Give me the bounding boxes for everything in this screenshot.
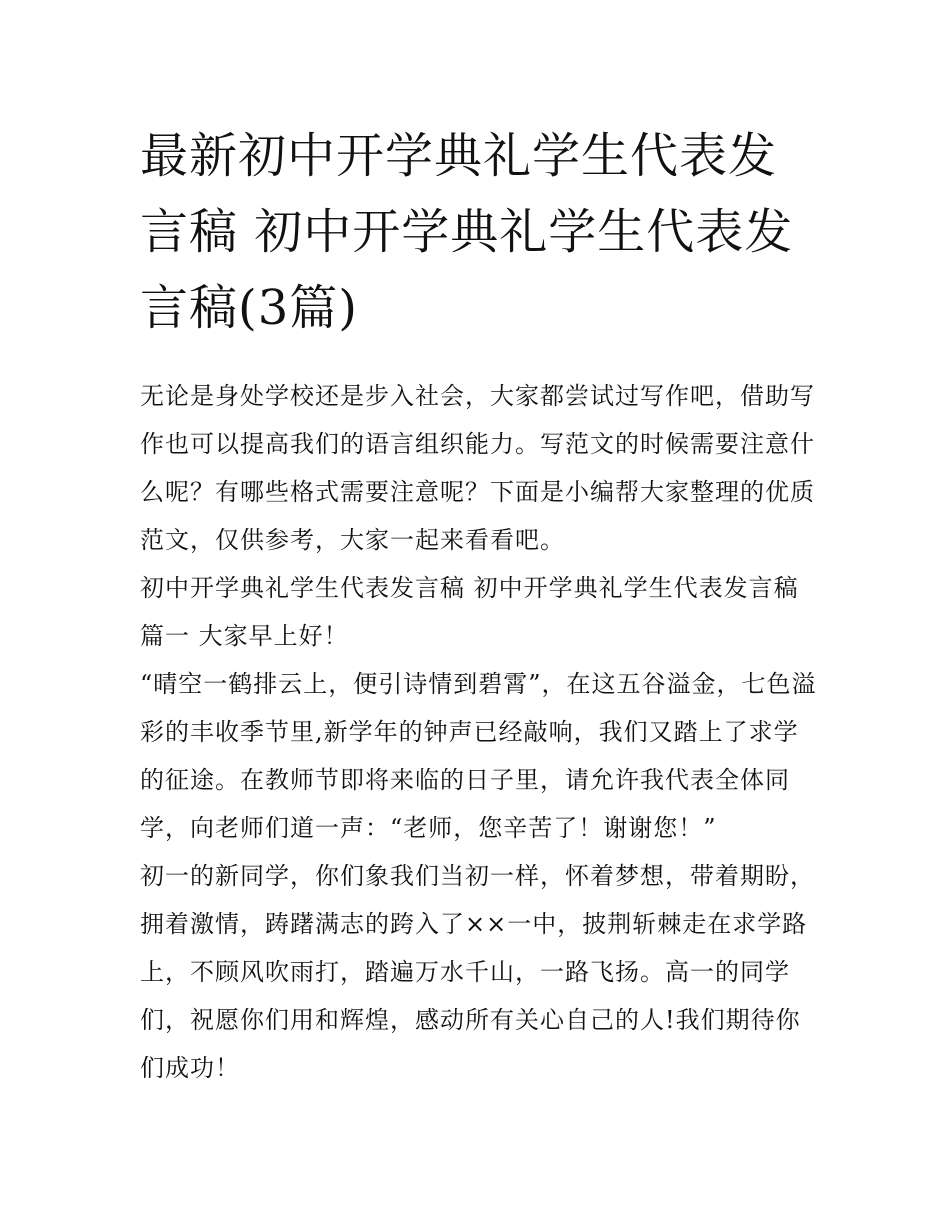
section-heading-paragraph: 初中开学典礼学生代表发言稿 初中开学典礼学生代表发言稿篇一 大家早上好！: [140, 574, 799, 650]
document-content: [140, 118, 820, 1092]
poem-quote-paragraph: “晴空一鹤排云上，便引诗情到碧霄”，在这五谷溢金，七色溢彩的丰收季节里,新学年的钟声已经敲响，我们又踏上了求学的征途。在教师节即将来临的日子里，请允许我代表全体同学，向老师们道一声：“老师，您辛苦了！谢谢您！”: [140, 670, 817, 842]
document-title: 最新初中开学典礼学生代表发言稿 初中开学典礼学生代表发言稿(3篇): [140, 128, 794, 336]
intro-paragraph: 无论是身处学校还是步入社会，大家都尝试过写作吧，借助写作也可以提高我们的语言组织能力。写范文的时候需要注意什么呢？有哪些格式需要注意呢？下面是小编帮大家整理的优质范文，仅供参考，大家一起来看看吧。: [140, 382, 815, 554]
document-body: [140, 372, 820, 1092]
new-students-paragraph: 初一的新同学，你们象我们当初一样，怀着梦想，带着期盼，拥着激情，踌躇满志的跨入了××一中，披荆斩棘走在求学路上，不顾风吹雨打，踏遍万水千山，一路飞扬。高一的同学们，祝愿你们用和辉煌，感动所有关心自己的人!我们期待你们成功！: [140, 862, 815, 1082]
